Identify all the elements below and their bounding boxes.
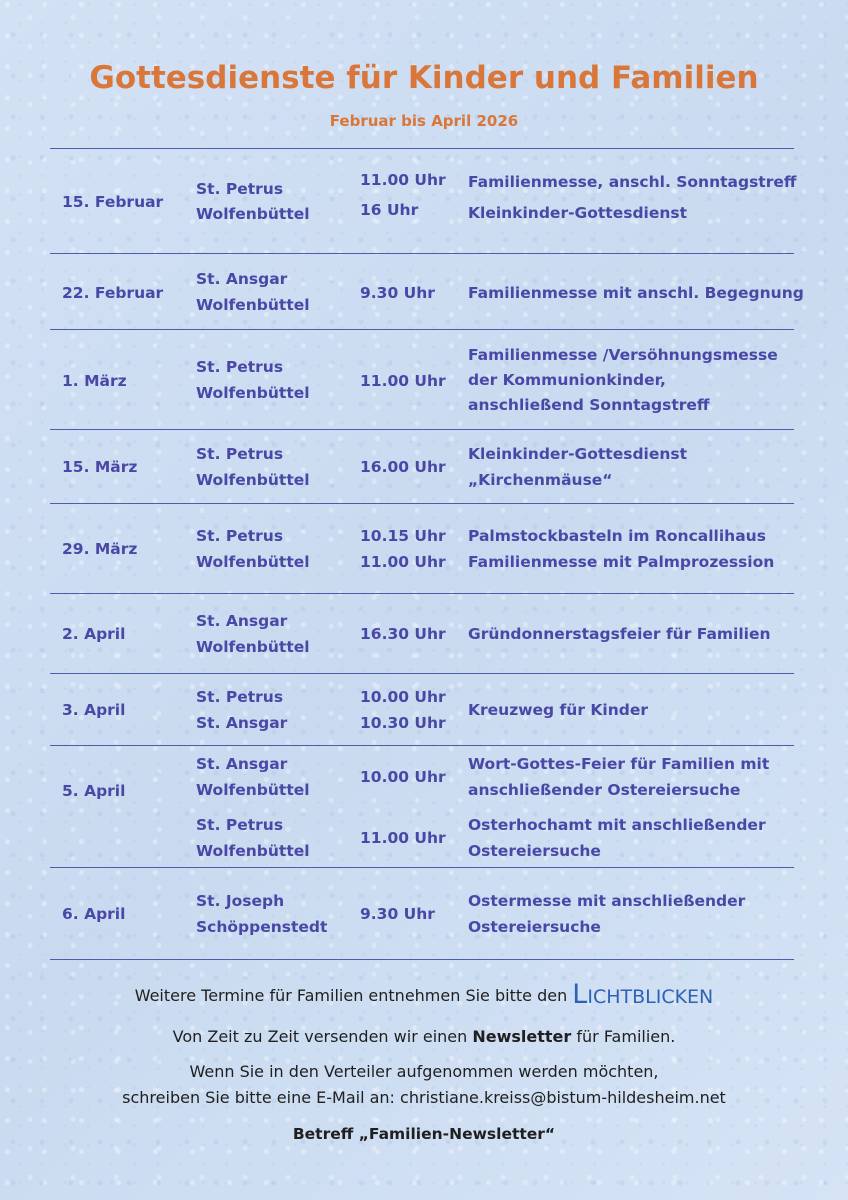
row-date: 6. April — [62, 905, 126, 923]
row-town: Wolfenbüttel — [196, 471, 310, 489]
row-time: 11.00 Uhr — [360, 372, 446, 390]
row-description: Familienmesse /Versöhnungsmesse — [468, 346, 778, 364]
row-description: Familienmesse, anschl. Sonntagstreff — [468, 173, 797, 191]
row-church: St. Ansgar — [196, 714, 288, 732]
row-church: St. Petrus — [196, 358, 284, 376]
table-rule — [50, 253, 794, 254]
page-subtitle: Februar bis April 2026 — [329, 112, 519, 130]
row-description: anschließender Ostereiersuche — [468, 781, 741, 799]
row-date: 29. März — [62, 540, 138, 558]
row-church: St. Petrus — [196, 816, 284, 834]
row-church: St. Joseph — [196, 892, 285, 910]
row-description: anschließend Sonntagstreff — [468, 396, 710, 414]
row-date: 22. Februar — [62, 284, 164, 302]
table-rule — [50, 329, 794, 330]
table-rule — [50, 673, 794, 674]
row-time: 11.00 Uhr — [360, 829, 446, 847]
row-description: Osterhochamt mit anschließender — [468, 816, 766, 834]
row-town: Schöppenstedt — [196, 918, 328, 936]
page-title: Gottesdienste für Kinder und Familien — [89, 60, 759, 96]
row-description: Familienmesse mit anschl. Begegnung — [468, 284, 804, 302]
row-description: Gründonnerstagsfeier für Familien — [468, 625, 771, 643]
footer-text: schreiben Sie bitte eine E-Mail an: — [122, 1088, 395, 1107]
footer-text: für Familien. — [576, 1027, 676, 1046]
table-rule — [50, 429, 794, 430]
row-town: Wolfenbüttel — [196, 205, 310, 223]
row-description: Kleinkinder-Gottesdienst — [468, 445, 688, 463]
row-church: St. Petrus — [196, 527, 284, 545]
row-description: Ostermesse mit anschließender — [468, 892, 746, 910]
row-description: Kreuzweg für Kinder — [468, 701, 648, 719]
table-rule — [50, 593, 794, 594]
row-town: Wolfenbüttel — [196, 296, 310, 314]
row-description: Familienmesse mit Palmprozession — [468, 553, 775, 571]
row-church: St. Ansgar — [196, 612, 288, 630]
row-time: 9.30 Uhr — [360, 905, 435, 923]
row-date: 15. Februar — [62, 193, 164, 211]
table-rule — [50, 745, 794, 746]
row-description: Ostereiersuche — [468, 918, 601, 936]
footer-subject: Betreff „Familien-Newsletter“ — [292, 1125, 556, 1143]
row-date: 3. April — [62, 701, 126, 719]
row-description: der Kommunionkinder, — [468, 371, 666, 389]
row-time: 16 Uhr — [360, 201, 419, 219]
row-church: St. Petrus — [196, 180, 284, 198]
table-rule — [50, 503, 794, 504]
row-town: Wolfenbüttel — [196, 842, 310, 860]
row-time: 10.00 Uhr — [360, 688, 446, 706]
email-link[interactable]: christiane.kreiss@bistum-hildesheim.net — [400, 1088, 726, 1107]
row-date: 2. April — [62, 625, 126, 643]
table-rule — [50, 867, 794, 868]
footer-email-line — [0, 1087, 848, 1109]
row-church: St. Petrus — [196, 688, 284, 706]
row-date: 5. April — [62, 782, 126, 800]
row-town: Wolfenbüttel — [196, 553, 310, 571]
footer-lichtblicken-line — [0, 979, 848, 1010]
row-time: 10.30 Uhr — [360, 714, 446, 732]
row-description: Kleinkinder-Gottesdienst — [468, 204, 688, 222]
row-time: 9.30 Uhr — [360, 284, 435, 302]
row-church: St. Petrus — [196, 445, 284, 463]
row-time: 11.00 Uhr — [360, 171, 446, 189]
footer-text: Weitere Termine für Familien entnehmen Sie bitte den — [134, 986, 568, 1005]
row-church: St. Ansgar — [196, 270, 288, 288]
table-rule — [50, 148, 794, 149]
row-time: 16.30 Uhr — [360, 625, 446, 643]
footer-distribution-line: Wenn Sie in den Verteiler aufgenommen werden möchten, — [189, 1062, 659, 1081]
row-time: 16.00 Uhr — [360, 458, 446, 476]
row-church: St. Ansgar — [196, 755, 288, 773]
row-time: 11.00 Uhr — [360, 553, 446, 571]
row-town: Wolfenbüttel — [196, 384, 310, 402]
row-date: 1. März — [62, 372, 127, 390]
footer-newsletter-line — [0, 1026, 848, 1048]
table-rule — [50, 959, 794, 960]
newsletter-word: Newsletter — [472, 1027, 572, 1046]
row-description: Wort-Gottes-Feier für Familien mit — [468, 755, 770, 773]
row-description: „Kirchenmäuse“ — [468, 471, 613, 489]
row-date: 15. März — [62, 458, 138, 476]
footer-text: Von Zeit zu Zeit versenden wir einen — [172, 1027, 468, 1046]
row-description: Ostereiersuche — [468, 842, 601, 860]
row-town: Wolfenbüttel — [196, 781, 310, 799]
lichtblicken-link[interactable]: Lichtblicken — [572, 979, 714, 1010]
row-description: Palmstockbasteln im Roncallihaus — [468, 527, 766, 545]
row-time: 10.15 Uhr — [360, 527, 446, 545]
row-time: 10.00 Uhr — [360, 768, 446, 786]
row-town: Wolfenbüttel — [196, 638, 310, 656]
